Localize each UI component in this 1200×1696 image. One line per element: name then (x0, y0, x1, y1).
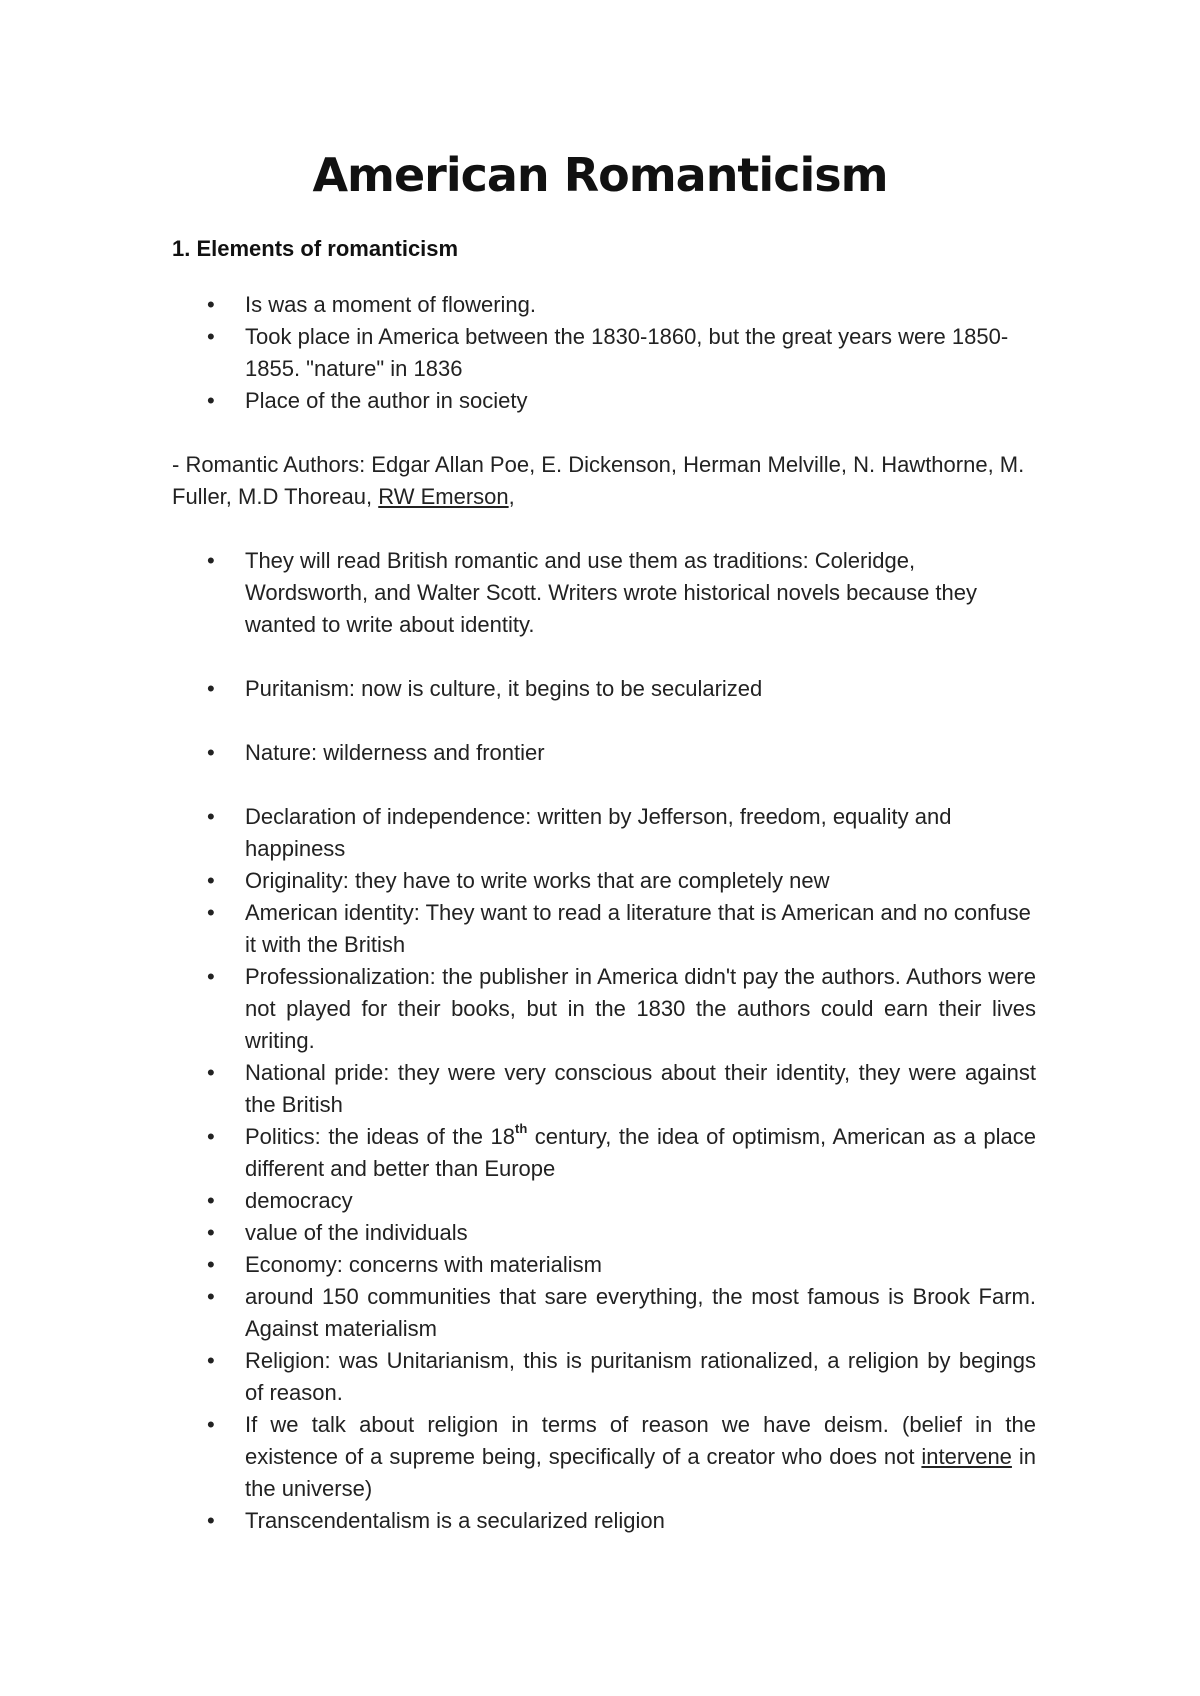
spacer (172, 705, 1036, 737)
superscript: th (514, 1120, 528, 1136)
deism-text: If we talk about religion in terms of reason we have deism. (belief in the existence of a supreme being, specifically of a creator who does not (245, 1412, 1036, 1469)
bullet-list-influences (172, 545, 1036, 769)
list-item: • American identity: They want to read a literature that is American and no confuse it with the British (172, 897, 1036, 961)
section-heading: 1. Elements of romanticism (172, 236, 459, 261)
list-item: • Puritanism: now is culture, it begins to be secularized (172, 673, 1036, 705)
list-item: • Originality: they have to write works that are completely new (172, 865, 1036, 897)
list-item: • Religion: was Unitarianism, this is puritanism rationalized, a religion by begings of reason. (172, 1345, 1036, 1409)
authors-paragraph (172, 449, 1036, 513)
page-title: American Romanticism (312, 148, 888, 202)
list-item: • National pride: they were very conscious about their identity, they were against the British (172, 1057, 1036, 1121)
list-item: • Is was a moment of flowering. (172, 289, 1036, 321)
authors-trailing: , (508, 484, 515, 509)
deism-text-cont: in the universe) (245, 1444, 1036, 1501)
list-item: • Nature: wilderness and frontier (172, 737, 1036, 769)
list-item: • Transcendentalism is a secularized religion (172, 1505, 1036, 1537)
list-item-politics (172, 1121, 1036, 1185)
bullet-list-elements (172, 801, 1036, 1537)
list-item: • democracy (172, 1185, 1036, 1217)
list-item-deism (172, 1409, 1036, 1505)
authors-underlined: RW Emerson (378, 484, 509, 509)
list-item: • Economy: concerns with materialism (172, 1249, 1036, 1281)
list-item: • around 150 communities that sare everything, the most famous is Brook Farm. Against materialism (172, 1281, 1036, 1345)
list-item: • Place of the author in society (172, 385, 1036, 417)
document-body (172, 289, 1036, 1537)
list-item: • Declaration of independence: written by Jefferson, freedom, equality and happiness (172, 801, 1036, 865)
authors-text: - Romantic Authors: Edgar Allan Poe, E. Dickenson, Herman Melville, N. Hawthorne, M. Fuller, M.D Thoreau, (172, 452, 1025, 509)
list-item: • Took place in America between the 1830-1860, but the great years were 1850-1855. "nature" in 1836 (172, 321, 1036, 385)
list-item: • value of the individuals (172, 1217, 1036, 1249)
spacer (172, 641, 1036, 673)
deism-underlined: intervene (921, 1444, 1012, 1469)
politics-text: Politics: the ideas of the 18 (245, 1124, 515, 1149)
bullet-list-intro (172, 289, 1036, 417)
list-item: • They will read British romantic and use them as traditions: Coleridge, Wordsworth, and Walter Scott. Writers wrote historical novels because they wanted to write about identity. (172, 545, 1036, 641)
politics-text-cont: century, the idea of optimism, American as a place different and better than Europe (245, 1124, 1036, 1181)
list-item: • Professionalization: the publisher in America didn't pay the authors. Authors were not played for their books, but in the 1830 the authors could earn their lives writing. (172, 961, 1036, 1057)
